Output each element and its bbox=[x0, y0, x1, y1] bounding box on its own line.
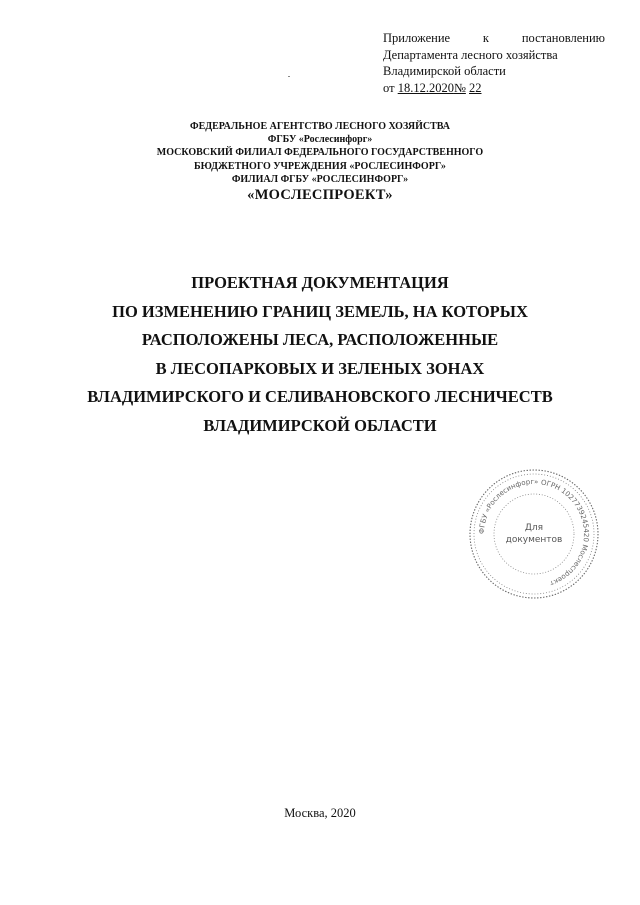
annex-number: 22 bbox=[469, 80, 482, 95]
title-line-1: ПРОЕКТНАЯ ДОКУМЕНТАЦИЯ bbox=[191, 273, 449, 292]
org-line-institution: БЮДЖЕТНОГО УЧРЕЖДЕНИЯ «РОСЛЕСИНФОРГ» bbox=[194, 160, 446, 172]
organization-header bbox=[0, 120, 640, 204]
annex-block bbox=[383, 30, 605, 96]
title-line-3: РАСПОЛОЖЕНЫ ЛЕСА, РАСПОЛОЖЕННЫЕ bbox=[141, 330, 499, 349]
stamp-ring-text: ФГБУ «Рослесинфорг» ОГРН 1027739245420 Мослеспроект bbox=[477, 477, 591, 588]
stamp-center-line-2: документов bbox=[505, 535, 563, 545]
annex-line-3: Владимирской области bbox=[383, 64, 506, 78]
stamp-outer-ring bbox=[470, 470, 598, 598]
title-line-2: ПО ИЗМЕНЕНИЮ ГРАНИЦ ЗЕМЕЛЬ, НА КОТОРЫХ bbox=[112, 301, 528, 321]
document-title bbox=[0, 269, 640, 440]
annex-line-4 bbox=[383, 80, 605, 97]
annex-from-label: от bbox=[383, 80, 395, 95]
stamp-inner-ring bbox=[494, 494, 574, 574]
annex-word-k: к bbox=[482, 31, 489, 45]
org-line-filial: ФИЛИАЛ ФГБУ «РОСЛЕСИНФОРГ» bbox=[231, 173, 409, 185]
org-line-branch: МОСКОВСКИЙ ФИЛИАЛ ФЕДЕРАЛЬНОГО ГОСУДАРСТВЕННОГО bbox=[156, 147, 484, 159]
stamp-second-ring bbox=[474, 474, 594, 594]
footer-city-year: Москва, 2020 bbox=[284, 806, 356, 820]
org-line-name: «МОСЛЕСПРОЕКТ» bbox=[247, 187, 393, 204]
annex-word-postanovleniyu: постановлению bbox=[521, 31, 605, 45]
title-line-4: В ЛЕСОПАРКОВЫХ И ЗЕЛЕНЫХ ЗОНАХ bbox=[155, 358, 485, 378]
stamp-center-line-1: Для bbox=[524, 523, 544, 533]
org-line-agency: ФЕДЕРАЛЬНОЕ АГЕНТСТВО ЛЕСНОГО ХОЗЯЙСТВА bbox=[189, 121, 451, 132]
title-line-5: ВЛАДИМИРСКОГО И СЕЛИВАНОВСКОГО ЛЕСНИЧЕСТВ bbox=[87, 387, 553, 406]
annex-word-prilozhenie: Приложение bbox=[383, 31, 451, 45]
annex-line-1 bbox=[383, 30, 605, 47]
annex-line-2: Департамента лесного хозяйства bbox=[383, 47, 558, 62]
title-line-6: ВЛАДИМИРСКОЙ ОБЛАСТИ bbox=[203, 415, 437, 435]
annex-number-sign: № bbox=[453, 80, 466, 95]
seal-stamp bbox=[466, 466, 602, 602]
org-line-fgbu: ФГБУ «Рослесинфорг» bbox=[267, 134, 373, 146]
annex-date: 18.12.2020 bbox=[397, 80, 454, 95]
scan-speck bbox=[288, 76, 290, 77]
